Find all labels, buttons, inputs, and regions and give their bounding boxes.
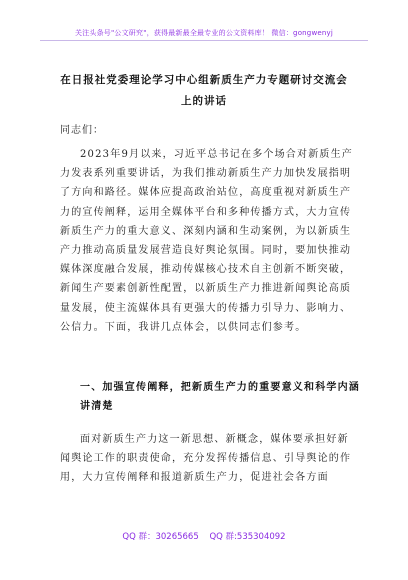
body-paragraph-2	[60, 430, 356, 488]
header-notice: 关注头条号"公文研究"，获得最新最全最专业的公文资料库！ 微信：gongwenyj	[74, 29, 334, 37]
paragraph-1-text: 2023年9月以来，习近平总书记在多个场合对新质生产力发表系列重要讲话，为我们推动新质生产力加快发展指明了方向和路径。媒体应提高政治站位，高度重视对新质生产力的宣传阐释，运用全媒体平台和多种传播方式，大力宣传新质生产力的重大意义、深刻内涵和生动案例，为以新质生产力推动高质量发展营造良好舆论氛围。同时，要加快推动媒体深度融合发展，推动传媒核心技术自主创新不断突破，新闻生产要素创新性配置，以新质生产力推进新闻舆论高质量发展，使主流媒体具有更强大的传播力引导力、影响力、公信力。下面，我讲几点体会，以供同志们参考。	[60, 149, 354, 333]
greeting: 同志们：	[60, 125, 104, 136]
section-heading-1: 一、加强宣传阐释，把新质生产力的重要意义和科学内涵讲清楚	[80, 382, 360, 412]
document-title: 在日报社党委理论学习中心组新质生产力专题研讨交流会	[60, 74, 348, 86]
paragraph-2-text: 面对新质生产力这一新思想、新概念，媒体要承担好新闻舆论工作的职责使命，充分发挥传播信息、引导舆论的作用，大力宣传阐释和报道新质生产力，促进社会各方面	[60, 434, 352, 484]
footer-qq-group: QQ 群：30265665	[122, 532, 199, 542]
header-divider	[40, 40, 368, 41]
footer	[0, 530, 408, 542]
footer-qq-group-2: QQ 群:535304092	[209, 532, 286, 542]
body-paragraph-1	[60, 145, 356, 337]
document-title-continued: 上的讲话	[181, 95, 227, 107]
